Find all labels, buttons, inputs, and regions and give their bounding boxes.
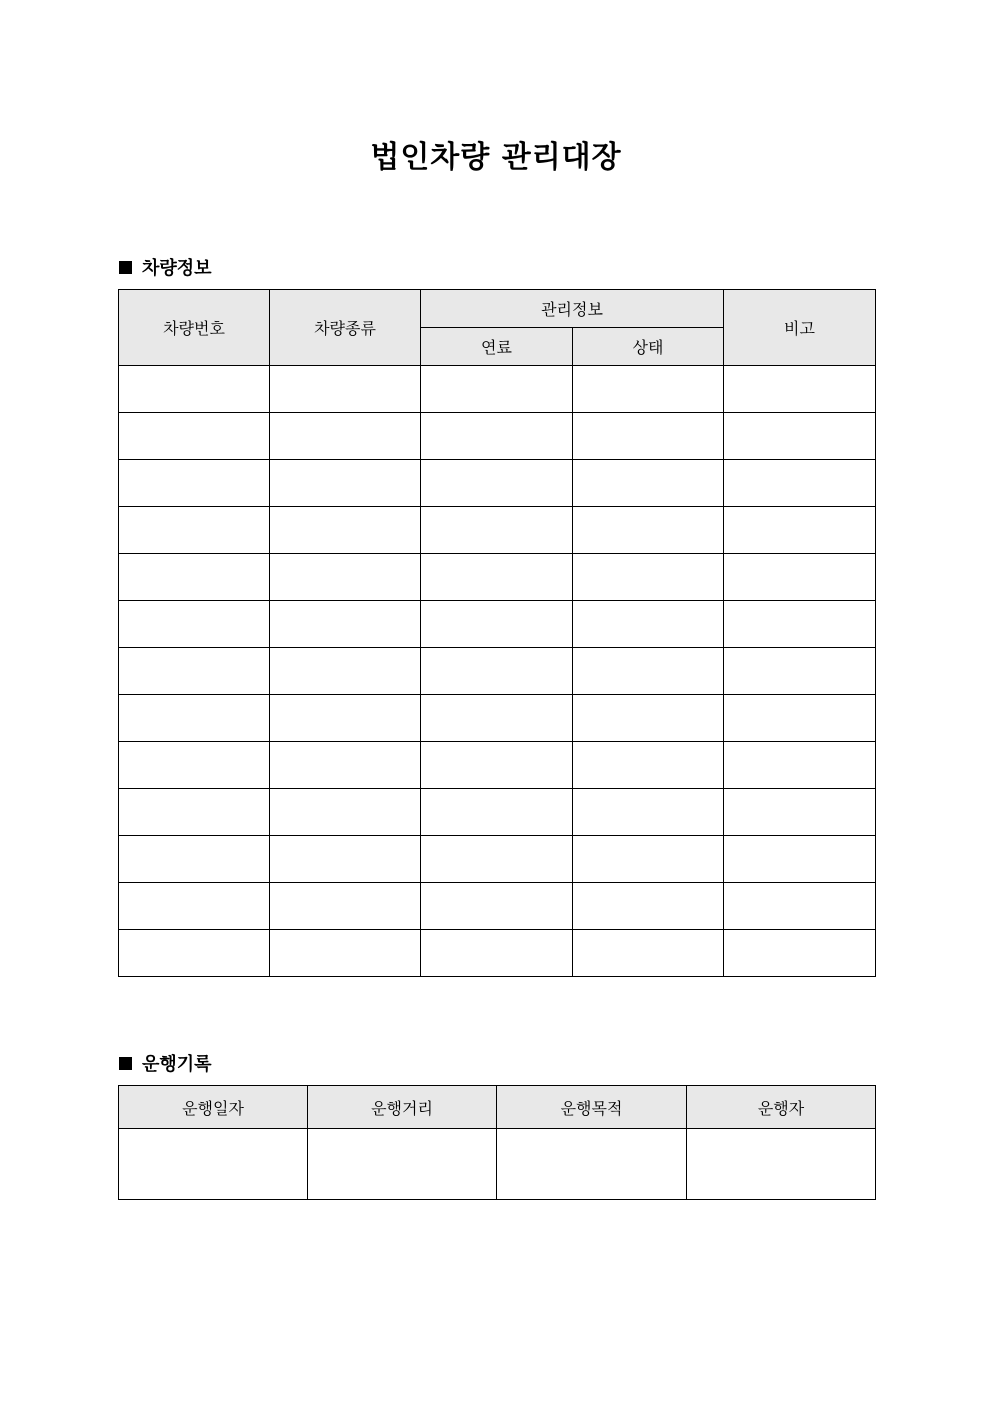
log-section-title: 운행기록 bbox=[142, 1054, 212, 1075]
table-cell[interactable] bbox=[724, 742, 876, 789]
table-row bbox=[119, 366, 876, 413]
table-cell[interactable] bbox=[119, 836, 270, 883]
square-bullet-icon bbox=[119, 1057, 132, 1070]
table-cell[interactable] bbox=[270, 836, 421, 883]
table-cell[interactable] bbox=[270, 648, 421, 695]
table-cell[interactable] bbox=[119, 695, 270, 742]
table-cell[interactable] bbox=[119, 1129, 308, 1200]
table-cell[interactable] bbox=[724, 554, 876, 601]
table-cell[interactable] bbox=[270, 366, 421, 413]
table-cell[interactable] bbox=[119, 742, 270, 789]
vehicle-section-heading bbox=[119, 254, 212, 280]
table-cell[interactable] bbox=[119, 930, 270, 977]
table-cell[interactable] bbox=[119, 883, 270, 930]
table-row bbox=[119, 601, 876, 648]
table-row bbox=[119, 836, 876, 883]
table-row bbox=[119, 742, 876, 789]
header-driving-distance: 운행거리 bbox=[308, 1086, 497, 1129]
table-cell[interactable] bbox=[421, 742, 573, 789]
vehicle-table-body bbox=[119, 366, 876, 977]
table-cell[interactable] bbox=[573, 883, 724, 930]
table-cell[interactable] bbox=[119, 460, 270, 507]
table-cell[interactable] bbox=[724, 789, 876, 836]
table-cell[interactable] bbox=[573, 507, 724, 554]
square-bullet-icon bbox=[119, 261, 132, 274]
table-cell[interactable] bbox=[573, 648, 724, 695]
table-cell[interactable] bbox=[573, 789, 724, 836]
header-driver: 운행자 bbox=[687, 1086, 876, 1129]
table-cell[interactable] bbox=[724, 507, 876, 554]
table-cell[interactable] bbox=[119, 554, 270, 601]
table-cell[interactable] bbox=[573, 742, 724, 789]
table-cell[interactable] bbox=[119, 601, 270, 648]
page-title: 법인차량 관리대장 bbox=[370, 140, 622, 175]
table-row bbox=[119, 413, 876, 460]
table-cell[interactable] bbox=[421, 554, 573, 601]
table-row bbox=[119, 1129, 876, 1200]
driving-log-table bbox=[118, 1085, 876, 1200]
table-cell[interactable] bbox=[724, 460, 876, 507]
table-cell[interactable] bbox=[270, 742, 421, 789]
table-row bbox=[119, 648, 876, 695]
table-cell[interactable] bbox=[270, 789, 421, 836]
table-cell[interactable] bbox=[270, 601, 421, 648]
table-cell[interactable] bbox=[421, 883, 573, 930]
header-status: 상태 bbox=[573, 328, 724, 366]
table-cell[interactable] bbox=[573, 836, 724, 883]
table-cell[interactable] bbox=[573, 413, 724, 460]
table-cell[interactable] bbox=[421, 695, 573, 742]
table-cell[interactable] bbox=[308, 1129, 497, 1200]
log-section-heading bbox=[119, 1050, 212, 1076]
table-cell[interactable] bbox=[421, 648, 573, 695]
table-row bbox=[119, 554, 876, 601]
table-row bbox=[119, 507, 876, 554]
header-vehicle-type: 차량종류 bbox=[270, 290, 421, 366]
table-cell[interactable] bbox=[724, 601, 876, 648]
table-cell[interactable] bbox=[687, 1129, 876, 1200]
vehicle-section-title: 차량정보 bbox=[142, 258, 212, 279]
table-cell[interactable] bbox=[421, 836, 573, 883]
table-cell[interactable] bbox=[724, 366, 876, 413]
table-cell[interactable] bbox=[724, 648, 876, 695]
table-cell[interactable] bbox=[573, 695, 724, 742]
table-cell[interactable] bbox=[421, 366, 573, 413]
header-remarks: 비고 bbox=[724, 290, 876, 366]
table-cell[interactable] bbox=[270, 413, 421, 460]
table-cell[interactable] bbox=[119, 507, 270, 554]
table-row bbox=[119, 883, 876, 930]
table-cell[interactable] bbox=[724, 413, 876, 460]
table-cell[interactable] bbox=[270, 930, 421, 977]
table-row bbox=[119, 789, 876, 836]
table-cell[interactable] bbox=[421, 601, 573, 648]
table-cell[interactable] bbox=[573, 366, 724, 413]
table-cell[interactable] bbox=[270, 883, 421, 930]
table-cell[interactable] bbox=[573, 930, 724, 977]
table-cell[interactable] bbox=[573, 460, 724, 507]
table-row bbox=[119, 460, 876, 507]
table-cell[interactable] bbox=[724, 836, 876, 883]
table-cell[interactable] bbox=[119, 366, 270, 413]
table-cell[interactable] bbox=[421, 789, 573, 836]
table-cell[interactable] bbox=[119, 789, 270, 836]
table-cell[interactable] bbox=[421, 460, 573, 507]
header-driving-purpose: 운행목적 bbox=[497, 1086, 687, 1129]
table-cell[interactable] bbox=[270, 554, 421, 601]
table-cell[interactable] bbox=[119, 648, 270, 695]
table-cell[interactable] bbox=[421, 507, 573, 554]
vehicle-info-table bbox=[118, 289, 876, 977]
table-row bbox=[119, 930, 876, 977]
table-row bbox=[119, 695, 876, 742]
table-cell[interactable] bbox=[573, 601, 724, 648]
log-table-body bbox=[119, 1129, 876, 1200]
table-cell[interactable] bbox=[724, 930, 876, 977]
table-cell[interactable] bbox=[724, 883, 876, 930]
table-cell[interactable] bbox=[270, 507, 421, 554]
header-management-info: 관리정보 bbox=[421, 290, 724, 328]
table-cell[interactable] bbox=[119, 413, 270, 460]
header-fuel: 연료 bbox=[421, 328, 573, 366]
table-cell[interactable] bbox=[270, 460, 421, 507]
table-cell[interactable] bbox=[270, 695, 421, 742]
table-cell[interactable] bbox=[497, 1129, 687, 1200]
table-cell[interactable] bbox=[421, 413, 573, 460]
header-driving-date: 운행일자 bbox=[119, 1086, 308, 1129]
table-cell[interactable] bbox=[573, 554, 724, 601]
table-cell[interactable] bbox=[421, 930, 573, 977]
table-cell[interactable] bbox=[724, 695, 876, 742]
header-plate-number: 차량번호 bbox=[119, 290, 270, 366]
